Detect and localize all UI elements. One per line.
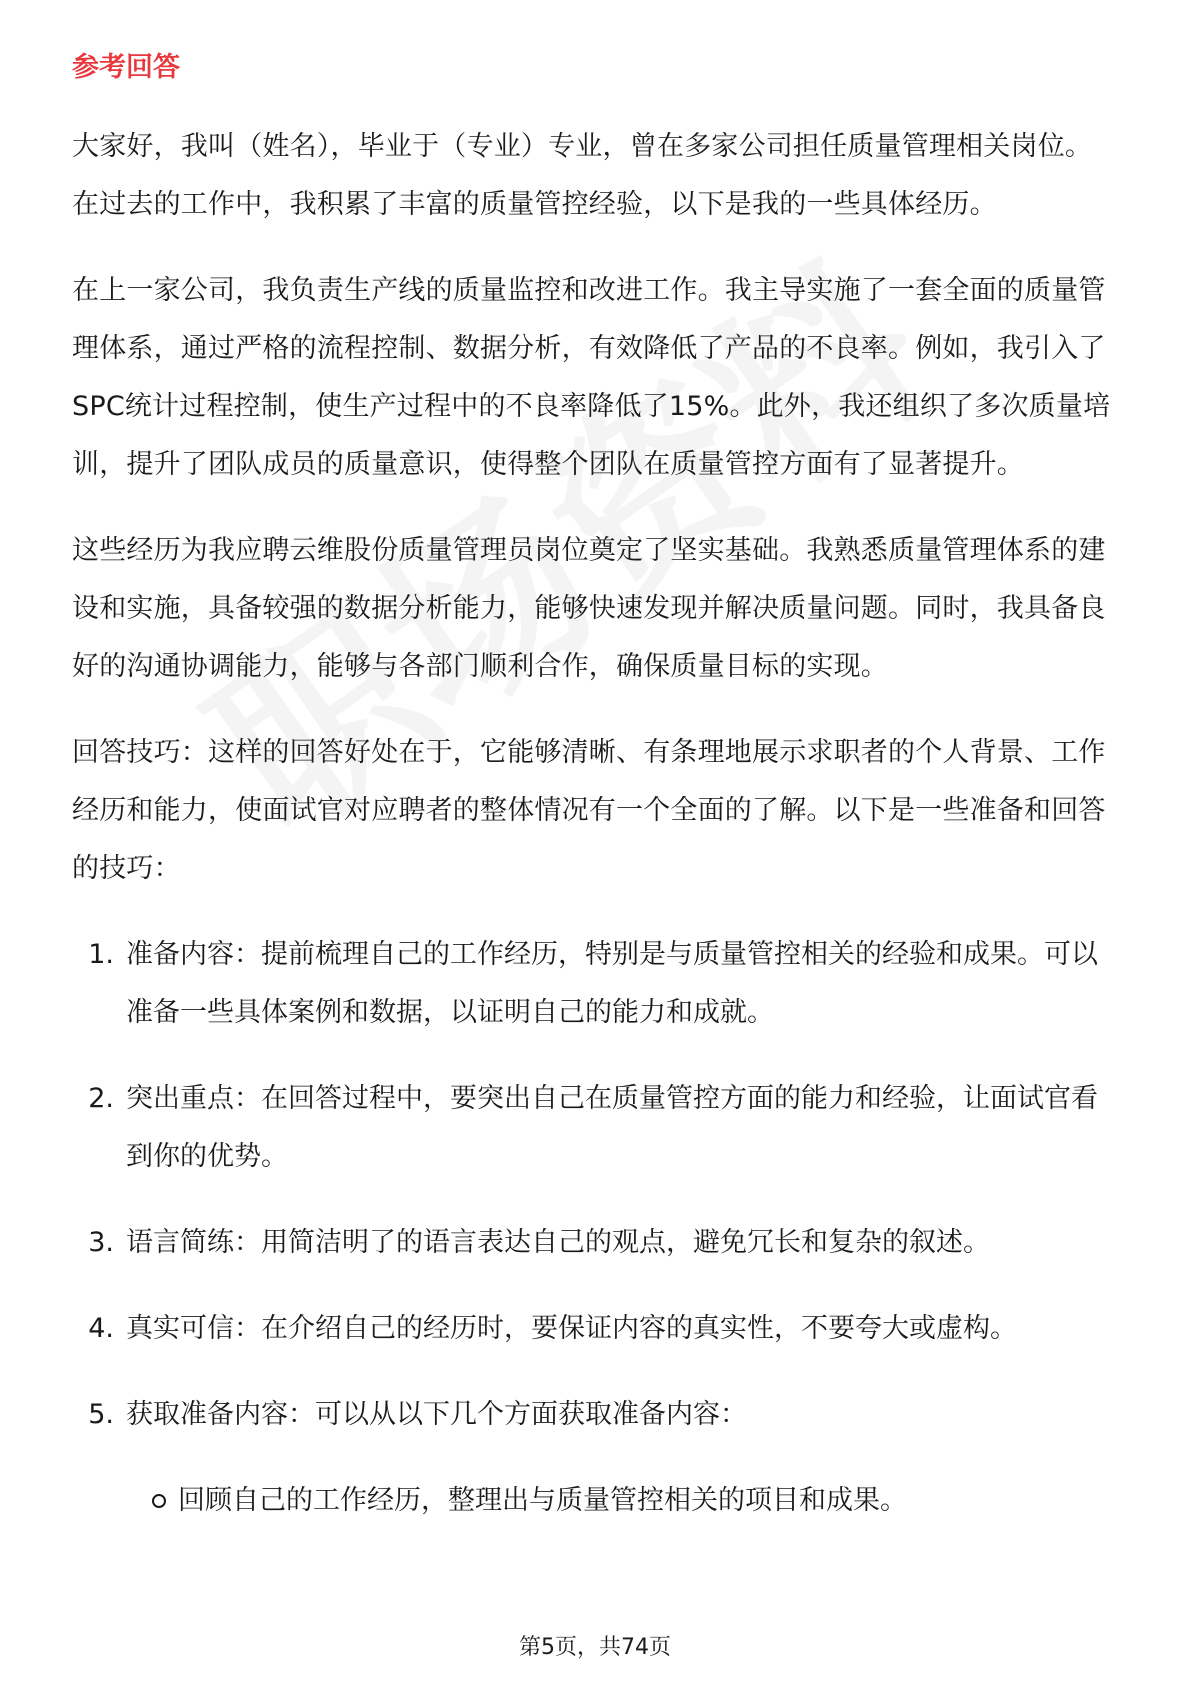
page-footer: 第5页，共74页: [519, 1635, 671, 1660]
list-text: 真实可信：在介绍自己的经历时，要保证内容的真实性，不要夸大或虚构。: [126, 1313, 1017, 1344]
sub-list: [72, 1472, 1118, 1530]
list-number: 3.: [88, 1227, 114, 1258]
list-item: [72, 1070, 1118, 1186]
sub-list-text: 回顾自己的工作经历，整理出与质量管控相关的项目和成果。: [178, 1485, 907, 1516]
tips-paragraph: 回答技巧：这样的回答好处在于，它能够清晰、有条理地展示求职者的个人背景、工作经历和能力，使面试官对应聘者的整体情况有一个全面的了解。以下是一些准备和回答的技巧：: [72, 737, 1106, 884]
qualification-paragraph: 这些经历为我应聘云维股份质量管理员岗位奠定了坚实基础。我熟悉质量管理体系的建设和实施，具备较强的数据分析能力，能够快速发现并解决质量问题。同时，我具备良好的沟通协调能力，能够与各部门顺利合作，确保质量目标的实现。: [72, 535, 1106, 682]
list-item: [72, 1386, 1118, 1444]
list-number: 2.: [88, 1083, 114, 1114]
intro-paragraph: 大家好，我叫（姓名），毕业于（专业）专业，曾在多家公司担任质量管理相关岗位。在过去的工作中，我积累了丰富的质量管控经验，以下是我的一些具体经历。: [72, 131, 1093, 220]
hollow-bullet-icon: [152, 1494, 166, 1508]
list-text: 语言简练：用简洁明了的语言表达自己的观点，避免冗长和复杂的叙述。: [126, 1227, 990, 1258]
tips-list: [72, 926, 1118, 1444]
sub-list-item: [152, 1472, 1118, 1530]
list-text: 突出重点：在回答过程中，要突出自己在质量管控方面的能力和经验，让面试官看到你的优势。: [126, 1083, 1098, 1172]
list-item: [72, 926, 1118, 1042]
list-text: 准备内容：提前梳理自己的工作经历，特别是与质量管控相关的经验和成果。可以准备一些具体案例和数据，以证明自己的能力和成就。: [126, 939, 1098, 1028]
section-heading: 参考回答: [72, 52, 180, 83]
list-number: 1.: [88, 939, 114, 970]
list-text: 获取准备内容：可以从以下几个方面获取准备内容：: [126, 1399, 747, 1430]
list-item: [72, 1300, 1118, 1358]
list-number: 5.: [88, 1399, 114, 1430]
document-page: [72, 48, 1118, 1530]
list-number: 4.: [88, 1313, 114, 1344]
list-item: [72, 1214, 1118, 1272]
experience-paragraph: 在上一家公司，我负责生产线的质量监控和改进工作。我主导实施了一套全面的质量管理体系，通过严格的流程控制、数据分析，有效降低了产品的不良率。例如，我引入了SPC统计过程控制，使生产过程中的不良率降低了15%。此外，我还组织了多次质量培训，提升了团队成员的质量意识，使得整个团队在质量管控方面有了显著提升。: [72, 275, 1111, 480]
